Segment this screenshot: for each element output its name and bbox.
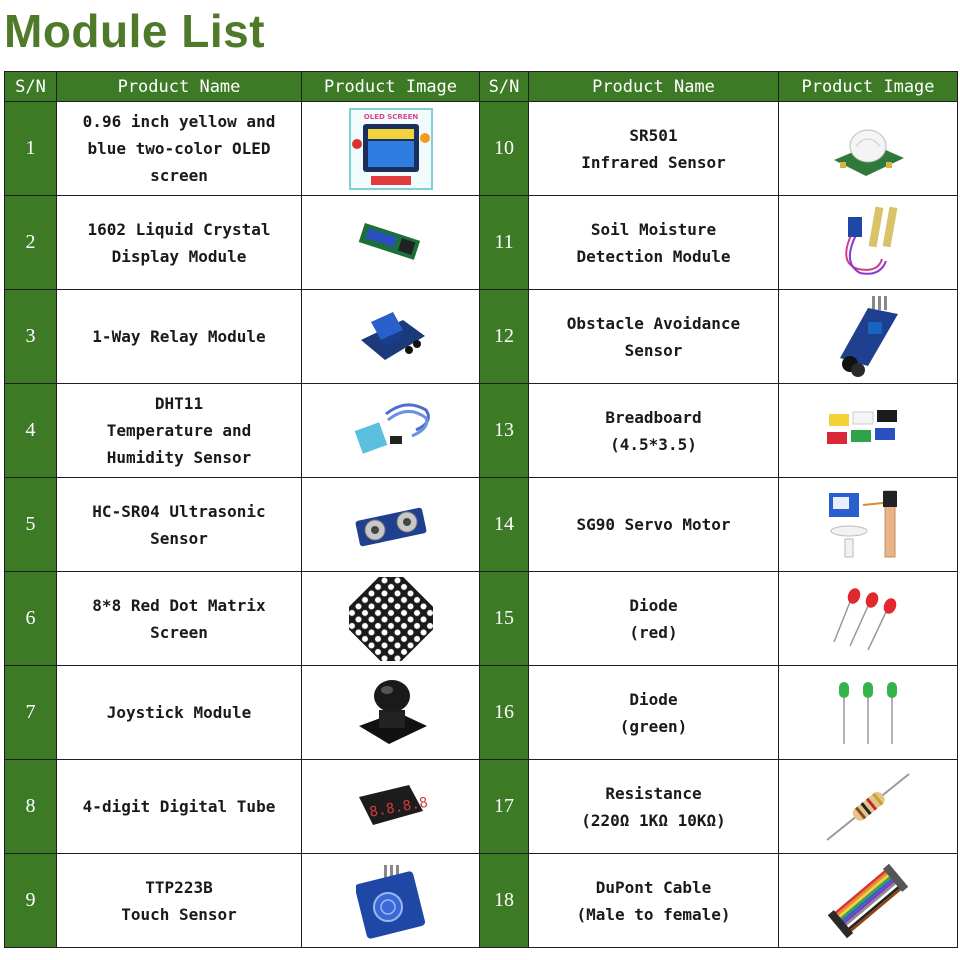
serial-number: 6 <box>5 572 57 666</box>
serial-number: 7 <box>5 666 57 760</box>
serial-number: 14 <box>480 478 529 572</box>
header-product-image-left: Product Image <box>302 72 480 102</box>
relay-module-icon <box>302 302 479 372</box>
product-name: 4-digit Digital Tube <box>57 760 302 854</box>
serial-number: 13 <box>480 384 529 478</box>
product-name: Diode (green) <box>529 666 779 760</box>
product-image <box>779 760 958 854</box>
module-table <box>4 71 958 948</box>
product-name: DHT11 Temperature and Humidity Sensor <box>57 384 302 478</box>
table-row <box>5 196 958 290</box>
product-name: SG90 Servo Motor <box>529 478 779 572</box>
product-image <box>779 666 958 760</box>
product-name: Breadboard (4.5*3.5) <box>529 384 779 478</box>
breadboard-icon <box>779 406 957 456</box>
product-name: Joystick Module <box>57 666 302 760</box>
table-row <box>5 290 958 384</box>
digital-tube-icon <box>302 777 479 837</box>
dht11-sensor-icon <box>302 396 479 466</box>
ultrasonic-sensor-icon <box>302 498 479 552</box>
product-image <box>302 102 480 196</box>
product-name: 1-Way Relay Module <box>57 290 302 384</box>
table-row <box>5 760 958 854</box>
table-row <box>5 854 958 948</box>
green-led-icon <box>779 678 957 748</box>
serial-number: 18 <box>480 854 529 948</box>
product-name: SR501 Infrared Sensor <box>529 102 779 196</box>
table-row <box>5 384 958 478</box>
serial-number: 2 <box>5 196 57 290</box>
table-row <box>5 102 958 196</box>
product-image <box>302 196 480 290</box>
product-image <box>779 384 958 478</box>
product-name: Soil Moisture Detection Module <box>529 196 779 290</box>
product-image <box>779 572 958 666</box>
table-row <box>5 478 958 572</box>
serial-number: 17 <box>480 760 529 854</box>
product-name: Diode (red) <box>529 572 779 666</box>
product-name: 0.96 inch yellow and blue two-color OLED screen <box>57 102 302 196</box>
serial-number: 9 <box>5 854 57 948</box>
table-row <box>5 666 958 760</box>
product-image <box>779 102 958 196</box>
serial-number: 11 <box>480 196 529 290</box>
svg-text:8.8.8.8: 8.8.8.8 <box>367 794 429 821</box>
header-product-image-right: Product Image <box>779 72 958 102</box>
product-name: 1602 Liquid Crystal Display Module <box>57 196 302 290</box>
product-image <box>302 666 480 760</box>
dupont-cable-icon <box>779 860 957 942</box>
joystick-icon <box>302 674 479 752</box>
table-row <box>5 572 958 666</box>
product-name: Resistance (220Ω 1KΩ 10KΩ) <box>529 760 779 854</box>
red-led-icon <box>779 584 957 654</box>
product-image <box>779 290 958 384</box>
product-name: Obstacle Avoidance Sensor <box>529 290 779 384</box>
product-image <box>302 760 480 854</box>
serial-number: 5 <box>5 478 57 572</box>
resistor-icon <box>779 770 957 844</box>
product-name: HC-SR04 Ultrasonic Sensor <box>57 478 302 572</box>
header-sn-right: S/N <box>480 72 529 102</box>
serial-number: 4 <box>5 384 57 478</box>
serial-number: 3 <box>5 290 57 384</box>
table-header-row <box>5 72 958 102</box>
touch-sensor-icon <box>302 863 479 939</box>
product-image <box>779 478 958 572</box>
lcd-module-icon <box>302 218 479 268</box>
product-image <box>302 384 480 478</box>
serial-number: 1 <box>5 102 57 196</box>
svg-text:OLED SCREEN: OLED SCREEN <box>363 112 418 121</box>
product-image <box>302 572 480 666</box>
serial-number: 12 <box>480 290 529 384</box>
soil-moisture-icon <box>779 203 957 283</box>
product-name: TTP223B Touch Sensor <box>57 854 302 948</box>
header-product-name-left: Product Name <box>57 72 302 102</box>
product-image <box>779 196 958 290</box>
pir-sensor-icon <box>779 116 957 182</box>
product-image <box>302 854 480 948</box>
product-name: 8*8 Red Dot Matrix Screen <box>57 572 302 666</box>
serial-number: 10 <box>480 102 529 196</box>
product-image <box>302 478 480 572</box>
obstacle-sensor-icon <box>779 294 957 380</box>
product-image <box>302 290 480 384</box>
header-product-name-right: Product Name <box>529 72 779 102</box>
serial-number: 15 <box>480 572 529 666</box>
dot-matrix-icon <box>302 577 479 661</box>
page-title: Module List <box>4 5 266 57</box>
product-name: DuPont Cable (Male to female) <box>529 854 779 948</box>
serial-number: 8 <box>5 760 57 854</box>
header-sn-left: S/N <box>5 72 57 102</box>
servo-motor-icon <box>779 487 957 563</box>
oled-screen-icon <box>302 108 479 190</box>
product-image <box>779 854 958 948</box>
serial-number: 16 <box>480 666 529 760</box>
